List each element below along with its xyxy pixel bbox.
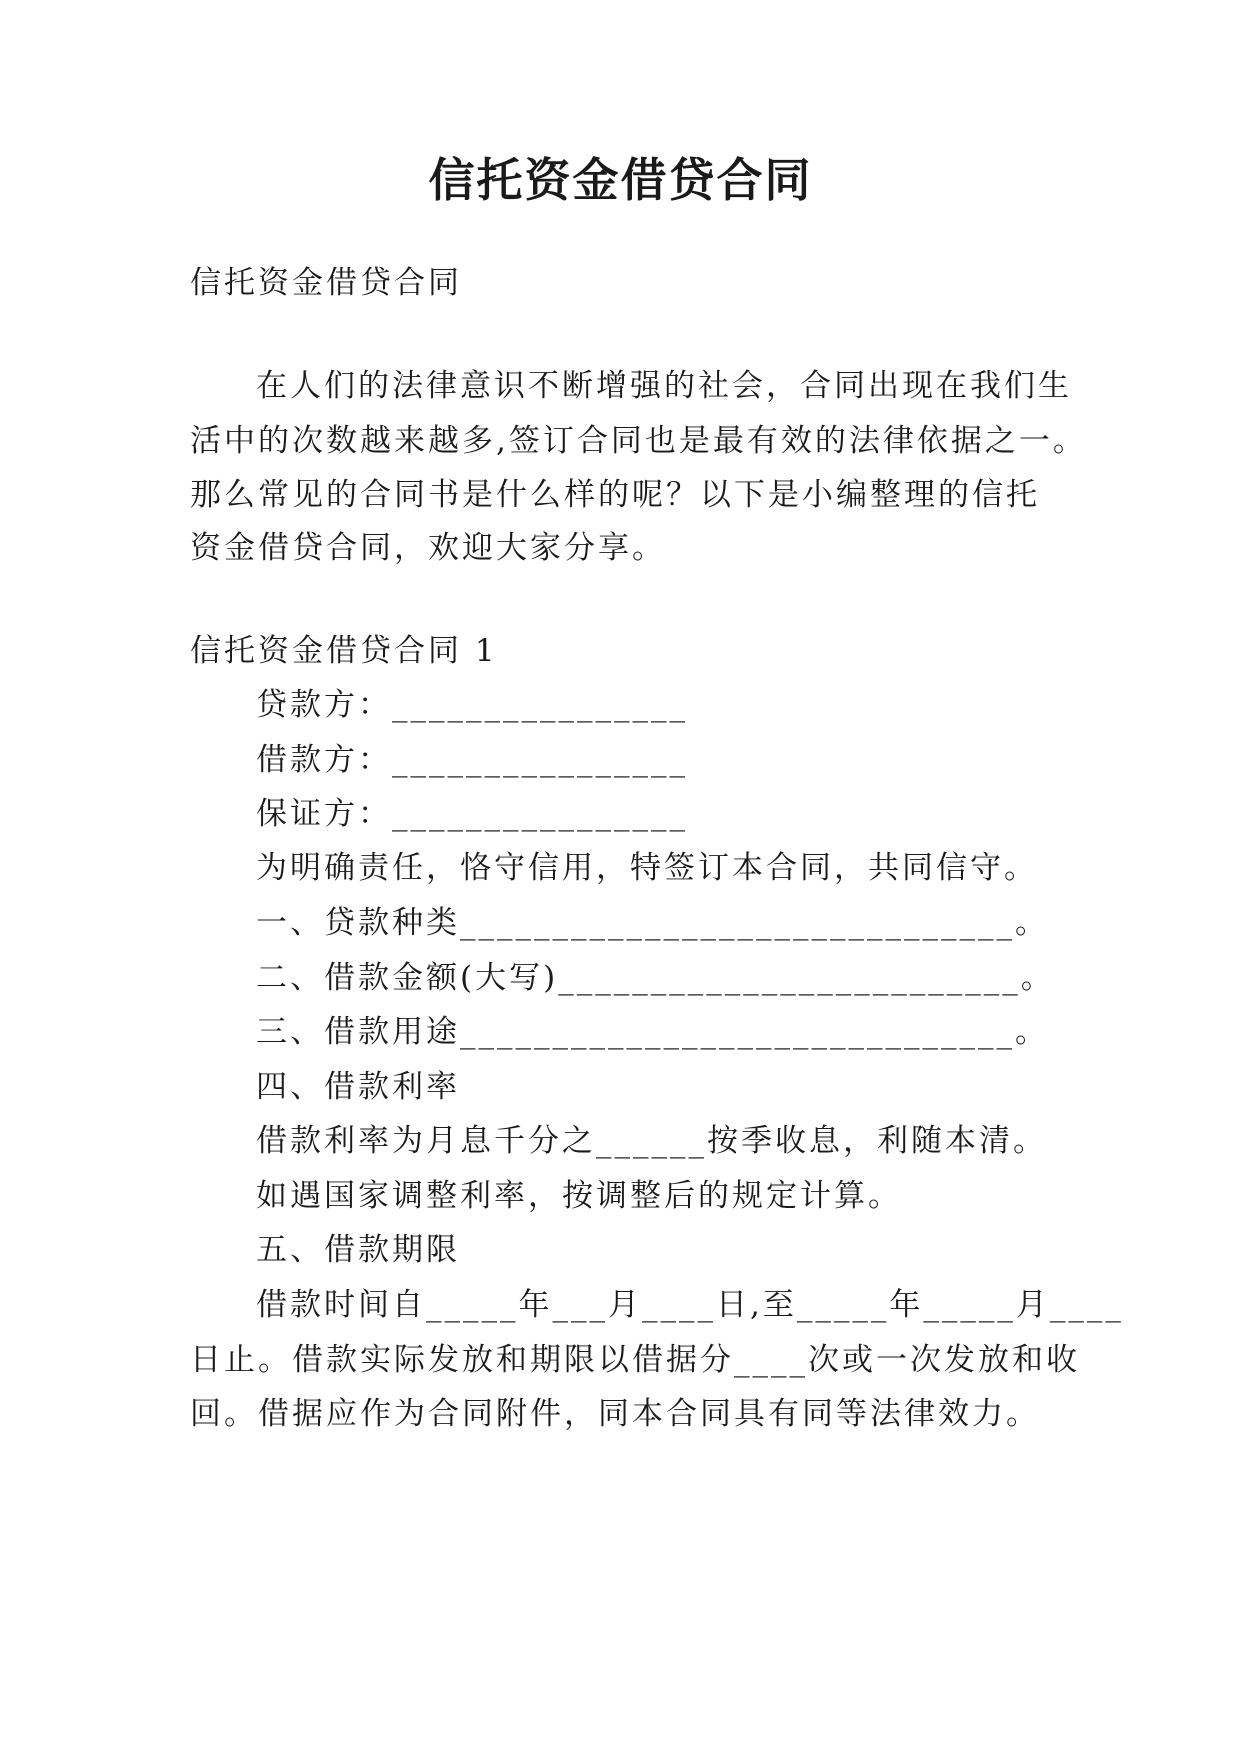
section-heading: 信托资金借贷合同 1	[190, 633, 498, 669]
clause-4-heading: 四、借款利率	[256, 1069, 460, 1105]
party-guarantor: 保证方：________________	[256, 796, 688, 832]
clause-5-line-2: 日止。借款实际发放和期限以借据分____次或一次发放和收	[190, 1342, 1080, 1378]
preamble: 为明确责任，恪守信用，特签订本合同，共同信守。	[256, 850, 1038, 886]
clause-5-line-3: 回。借据应作为合同附件，同本合同具有同等法律效力。	[190, 1396, 1040, 1432]
intro-line-3: 那么常见的合同书是什么样的呢？以下是小编整理的信托	[190, 477, 1040, 513]
document-title: 信托资金借贷合同	[428, 153, 813, 207]
clause-5-heading: 五、借款期限	[256, 1232, 460, 1268]
intro-line-4: 资金借贷合同，欢迎大家分享。	[190, 530, 666, 566]
clause-4-line-2: 如遇国家调整利率，按调整后的规定计算。	[256, 1178, 902, 1214]
clause-5-line-1: 借款时间自_____年___月____日,至_____年_____月____	[256, 1287, 1124, 1323]
clause-2: 二、借款金额(大写)_________________________。	[256, 960, 1055, 996]
party-borrower: 借款方：________________	[256, 742, 688, 778]
intro-line-2: 活中的次数越来越多,签订合同也是最有效的法律依据之一。	[190, 423, 1087, 459]
party-lender: 贷款方：________________	[256, 687, 688, 723]
document-subtitle: 信托资金借贷合同	[190, 265, 462, 301]
clause-3: 三、借款用途______________________________。	[256, 1014, 1049, 1050]
clause-1: 一、贷款种类______________________________。	[256, 905, 1049, 941]
clause-4-line-1: 借款利率为月息千分之______按季收息，利随本清。	[256, 1123, 1047, 1159]
intro-line-1: 在人们的法律意识不断增强的社会，合同出现在我们生	[256, 368, 1072, 404]
